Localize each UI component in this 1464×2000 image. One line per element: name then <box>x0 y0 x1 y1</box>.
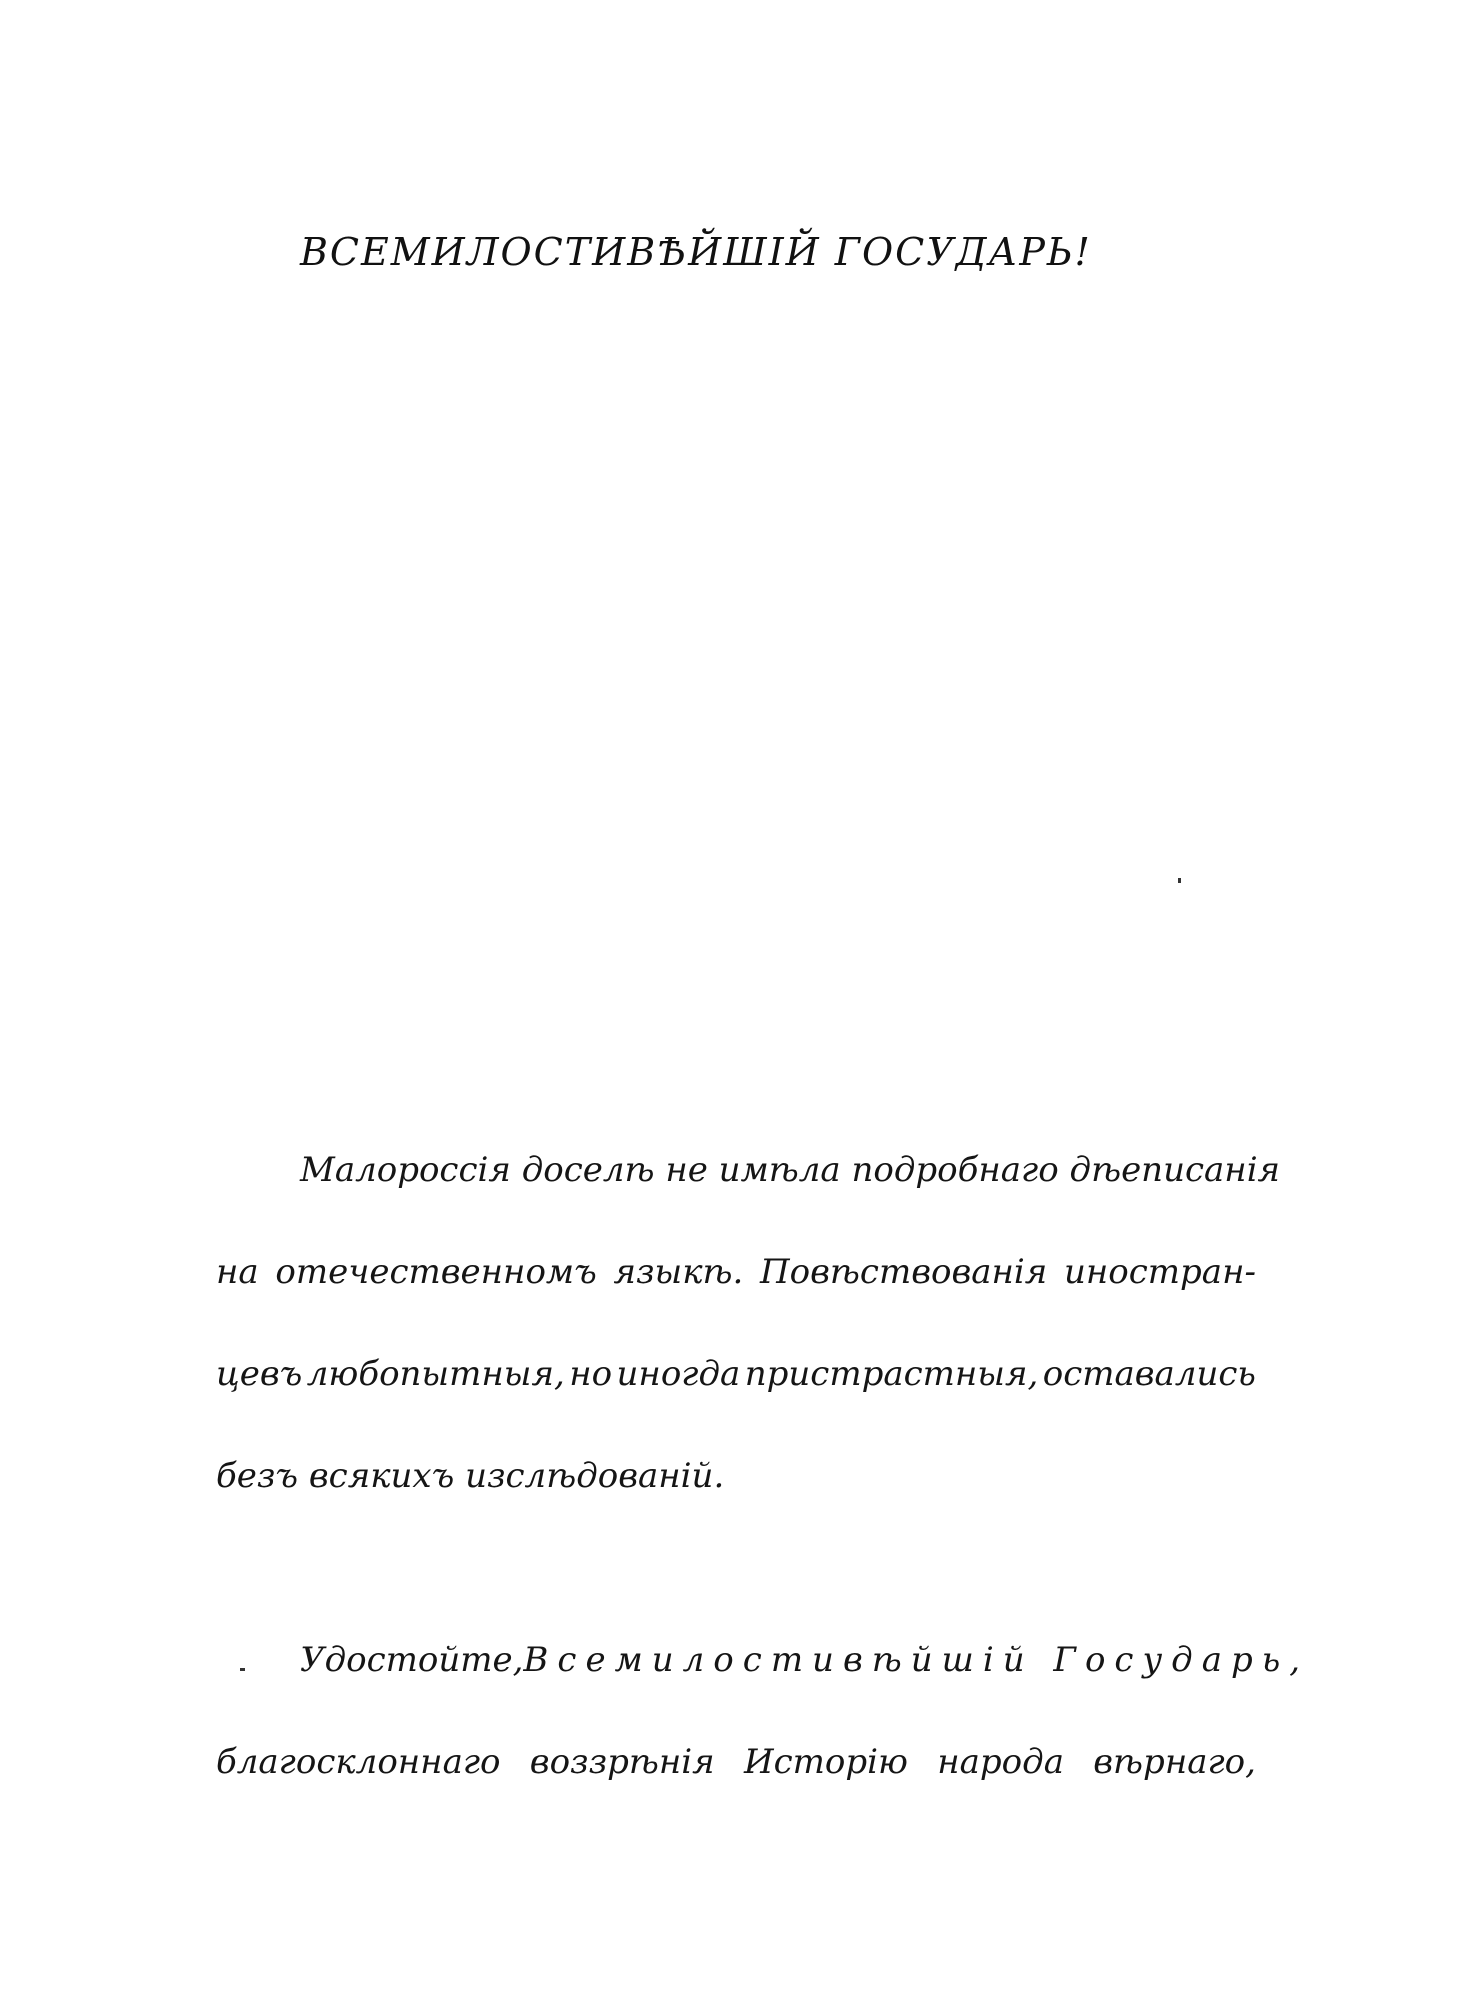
word: отечественномъ <box>275 1252 597 1292</box>
word: оставались <box>1042 1354 1256 1394</box>
dedication-heading: ВСЕМИЛОСТИВѢЙШІЙ ГОСУДАРЬ! <box>300 230 1092 274</box>
paragraph2-line1 <box>300 1640 1310 1680</box>
paragraph1-line1: Малороссія доселѣ не имѣла подробнаго дѣеписанія <box>300 1150 1281 1190</box>
word: на <box>216 1252 259 1292</box>
word: но <box>569 1354 613 1394</box>
address-spaced: Всемилостивѣйшій Государь, <box>523 1640 1310 1680</box>
word: Повѣствованія <box>760 1252 1048 1292</box>
word: языкѣ. <box>613 1252 744 1292</box>
word: благосклоннаго <box>216 1742 501 1782</box>
word: цевъ <box>216 1354 303 1394</box>
paragraph1-line2 <box>216 1252 1256 1292</box>
word: воззрѣнія <box>529 1742 715 1782</box>
word: Исторію <box>743 1742 908 1782</box>
word: любопытныя, <box>306 1354 565 1394</box>
scan-speck <box>240 1668 245 1671</box>
word: Удостойте, <box>300 1640 524 1680</box>
paragraph1-line3 <box>216 1354 1256 1394</box>
word: народа <box>937 1742 1064 1782</box>
paragraph1-line4: безъ всякихъ изслѣдованій. <box>216 1456 725 1496</box>
scan-speck <box>1178 878 1181 883</box>
paragraph2-line2 <box>216 1742 1256 1782</box>
word: иностран- <box>1063 1252 1256 1292</box>
word: иногда <box>616 1354 741 1394</box>
word: пристрастныя, <box>744 1354 1039 1394</box>
word: вѣрнаго, <box>1093 1742 1256 1782</box>
